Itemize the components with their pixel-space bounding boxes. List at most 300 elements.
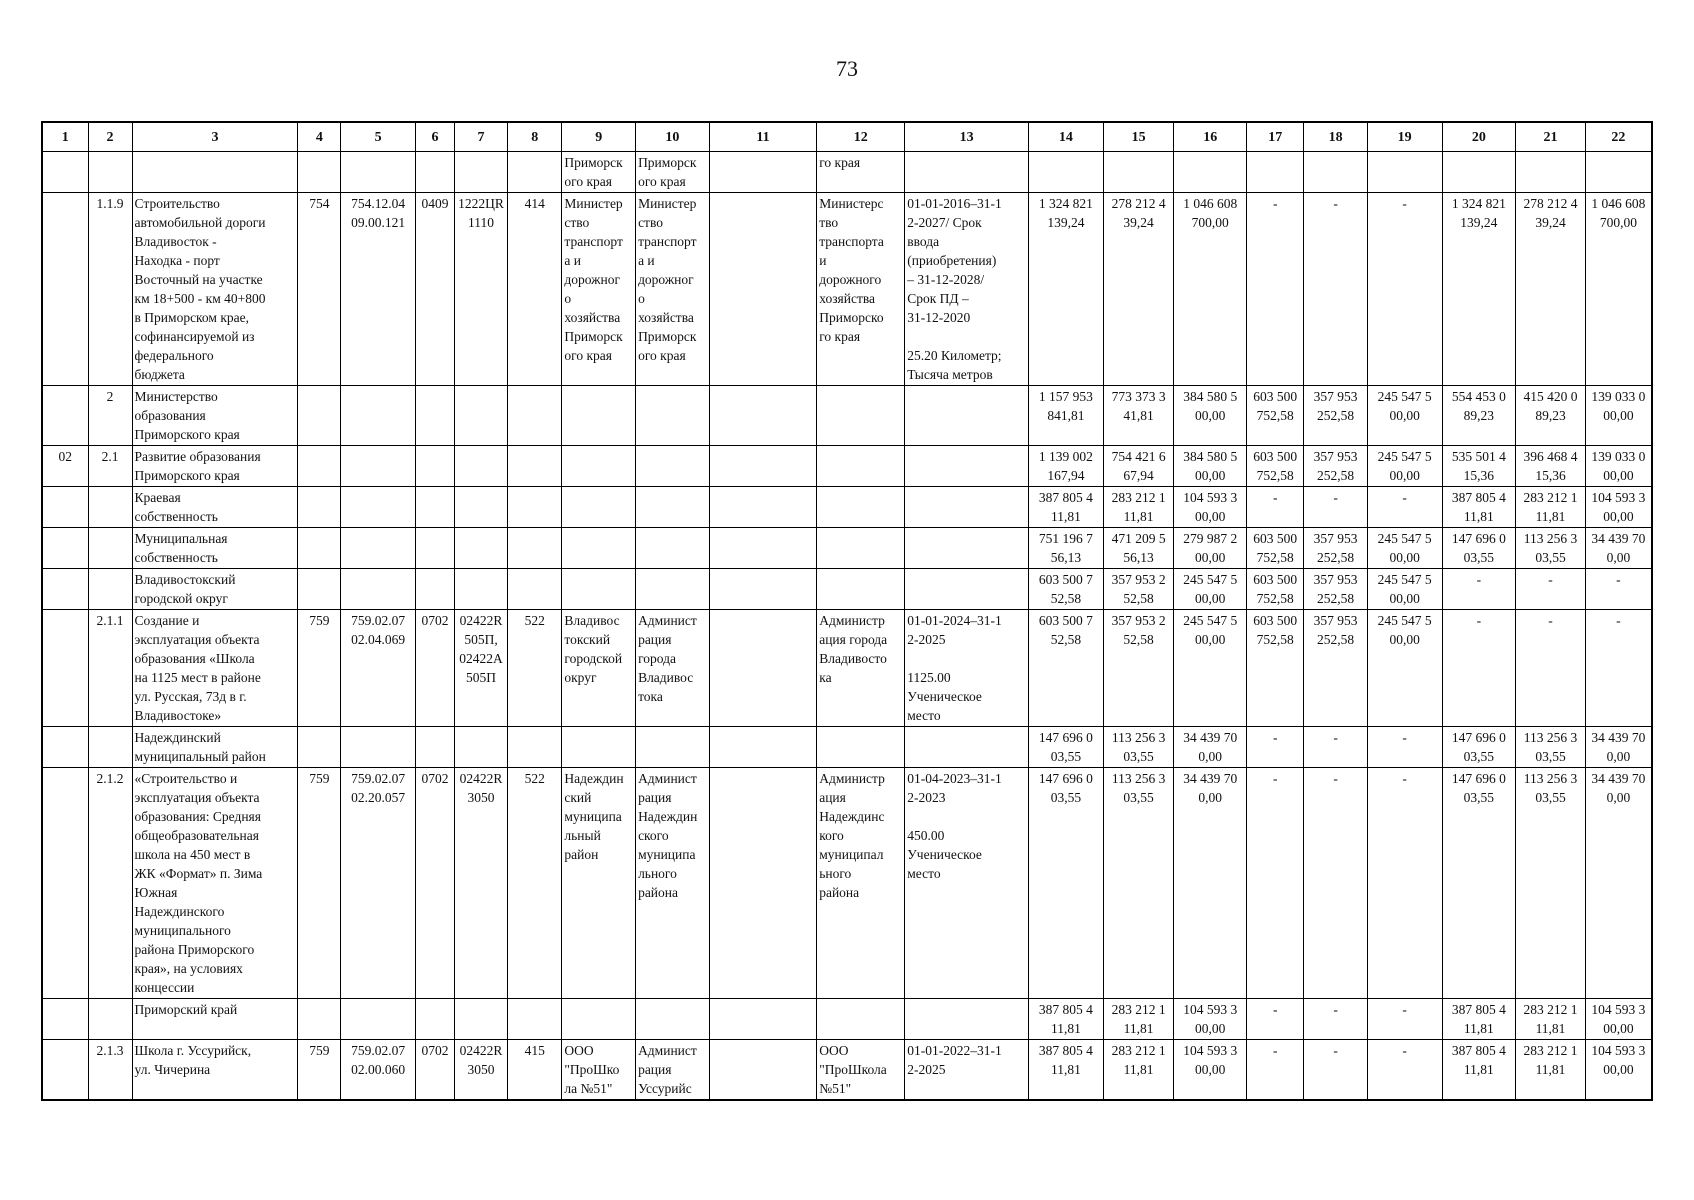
table-cell-col-18: 357 953 252,58: [1304, 446, 1367, 487]
table-cell-col-5: [341, 487, 416, 528]
table-cell-col-5: 759.02.07 02.00.060: [341, 1040, 416, 1101]
table-cell-col-18: -: [1304, 193, 1367, 386]
table-cell-col-4: [298, 487, 341, 528]
table-cell-col-1: 02: [42, 446, 88, 487]
table-cell-col-3: Владивостокский городской округ: [132, 569, 298, 610]
table-cell-col-10: [636, 528, 710, 569]
table-row: [42, 193, 1652, 386]
table-cell-col-16: 245 547 5 00,00: [1174, 610, 1247, 727]
table-cell-col-17: -: [1247, 727, 1304, 768]
table-cell-col-8: [508, 999, 562, 1040]
table-cell-col-11: [709, 768, 816, 999]
table-cell-col-2: [88, 152, 132, 193]
table-cell-col-12: Администр ация города Владивосто ка: [817, 610, 905, 727]
table-row: [42, 999, 1652, 1040]
table-cell-col-10: [636, 569, 710, 610]
table-cell-col-12: [817, 528, 905, 569]
table-cell-col-22: 104 593 3 00,00: [1585, 999, 1652, 1040]
table-cell-col-21: 113 256 3 03,55: [1516, 528, 1586, 569]
table-cell-col-11: [709, 193, 816, 386]
table-cell-col-15: 357 953 2 52,58: [1103, 610, 1174, 727]
table-cell-col-15: 773 373 3 41,81: [1103, 386, 1174, 446]
table-cell-col-6: [416, 999, 455, 1040]
table-cell-col-18: -: [1304, 487, 1367, 528]
table-cell-col-7: [454, 487, 507, 528]
table-cell-col-5: 759.02.07 02.20.057: [341, 768, 416, 999]
table-cell-col-20: -: [1442, 569, 1516, 610]
table-cell-col-16: 104 593 3 00,00: [1174, 487, 1247, 528]
table-cell-col-4: [298, 386, 341, 446]
table-cell-col-20: 387 805 4 11,81: [1442, 999, 1516, 1040]
table-cell-col-5: [341, 999, 416, 1040]
table-cell-col-19: -: [1367, 727, 1442, 768]
table-cell-col-8: [508, 727, 562, 768]
column-header-13: 13: [905, 122, 1029, 152]
table-cell-col-22: 139 033 0 00,00: [1585, 446, 1652, 487]
table-cell-col-7: 02422R 3050: [454, 1040, 507, 1101]
table-cell-col-4: [298, 727, 341, 768]
table-cell-col-21: 283 212 1 11,81: [1516, 999, 1586, 1040]
table-cell-col-1: [42, 999, 88, 1040]
table-cell-col-2: 2: [88, 386, 132, 446]
table-cell-col-5: [341, 386, 416, 446]
table-cell-col-7: 02422R 3050: [454, 768, 507, 999]
table-cell-col-10: [636, 727, 710, 768]
table-cell-col-1: [42, 193, 88, 386]
table-cell-col-6: [416, 528, 455, 569]
table-cell-col-4: 759: [298, 1040, 341, 1101]
table-cell-col-17: 603 500 752,58: [1247, 569, 1304, 610]
table-cell-col-3: Краевая собственность: [132, 487, 298, 528]
column-header-6: 6: [416, 122, 455, 152]
budget-table: [41, 121, 1653, 1101]
table-cell-col-5: 759.02.07 02.04.069: [341, 610, 416, 727]
table-cell-col-13: 01-01-2024–31-1 2-2025 1125.00 Ученическое место: [905, 610, 1029, 727]
column-header-9: 9: [562, 122, 636, 152]
table-row: [42, 1040, 1652, 1101]
table-cell-col-18: -: [1304, 999, 1367, 1040]
table-cell-col-3: [132, 152, 298, 193]
page-number: 73: [836, 56, 858, 81]
column-header-15: 15: [1103, 122, 1174, 152]
table-cell-col-17: 603 500 752,58: [1247, 610, 1304, 727]
table-cell-col-18: 357 953 252,58: [1304, 386, 1367, 446]
table-cell-col-22: 104 593 3 00,00: [1585, 1040, 1652, 1101]
column-header-12: 12: [817, 122, 905, 152]
table-cell-col-21: 113 256 3 03,55: [1516, 727, 1586, 768]
column-header-22: 22: [1585, 122, 1652, 152]
table-cell-col-19: 245 547 5 00,00: [1367, 446, 1442, 487]
table-cell-col-15: 471 209 5 56,13: [1103, 528, 1174, 569]
table-cell-col-2: 2.1.1: [88, 610, 132, 727]
table-cell-col-6: [416, 487, 455, 528]
table-cell-col-7: [454, 569, 507, 610]
table-cell-col-3: Надеждинский муниципальный район: [132, 727, 298, 768]
table-cell-col-9: [562, 569, 636, 610]
table-cell-col-21: 283 212 1 11,81: [1516, 1040, 1586, 1101]
table-cell-col-22: -: [1585, 610, 1652, 727]
column-header-4: 4: [298, 122, 341, 152]
table-cell-col-7: 1222ЦR 1110: [454, 193, 507, 386]
table-cell-col-16: 384 580 5 00,00: [1174, 446, 1247, 487]
table-cell-col-12: [817, 569, 905, 610]
table-cell-col-14: 1 139 002 167,94: [1029, 446, 1104, 487]
table-cell-col-22: 1 046 608 700,00: [1585, 193, 1652, 386]
table-cell-col-10: Приморск ого края: [636, 152, 710, 193]
table-cell-col-4: 754: [298, 193, 341, 386]
table-cell-col-10: Админист рация Уссурийс: [636, 1040, 710, 1101]
table-cell-col-18: 357 953 252,58: [1304, 569, 1367, 610]
table-cell-col-2: [88, 727, 132, 768]
table-cell-col-1: [42, 569, 88, 610]
table-cell-col-2: [88, 528, 132, 569]
table-cell-col-3: Строительство автомобильной дороги Владивосток - Находка - порт Восточный на участке км 18+500 - км 40+800 в Приморском крае, софинансируемой из федерального бюджета: [132, 193, 298, 386]
table-cell-col-21: 415 420 0 89,23: [1516, 386, 1586, 446]
table-row: [42, 569, 1652, 610]
column-header-14: 14: [1029, 122, 1104, 152]
table-cell-col-20: [1442, 152, 1516, 193]
table-cell-col-16: 245 547 5 00,00: [1174, 569, 1247, 610]
table-cell-col-6: [416, 569, 455, 610]
table-cell-col-1: [42, 152, 88, 193]
table-cell-col-22: 34 439 70 0,00: [1585, 528, 1652, 569]
table-cell-col-8: 415: [508, 1040, 562, 1101]
table-cell-col-13: [905, 569, 1029, 610]
table-cell-col-8: 522: [508, 768, 562, 999]
table-cell-col-14: 387 805 4 11,81: [1029, 999, 1104, 1040]
table-cell-col-15: 283 212 1 11,81: [1103, 1040, 1174, 1101]
table-cell-col-4: [298, 152, 341, 193]
table-cell-col-10: [636, 487, 710, 528]
table-cell-col-7: [454, 152, 507, 193]
table-cell-col-21: 113 256 3 03,55: [1516, 768, 1586, 999]
table-cell-col-13: [905, 727, 1029, 768]
table-cell-col-15: 283 212 1 11,81: [1103, 487, 1174, 528]
table-cell-col-17: -: [1247, 999, 1304, 1040]
table-row: [42, 727, 1652, 768]
column-header-8: 8: [508, 122, 562, 152]
table-cell-col-5: [341, 569, 416, 610]
table-cell-col-14: 751 196 7 56,13: [1029, 528, 1104, 569]
table-cell-col-3: Министерство образования Приморского края: [132, 386, 298, 446]
table-cell-col-20: 554 453 0 89,23: [1442, 386, 1516, 446]
table-cell-col-18: -: [1304, 768, 1367, 999]
table-cell-col-21: 283 212 1 11,81: [1516, 487, 1586, 528]
table-cell-col-15: 278 212 4 39,24: [1103, 193, 1174, 386]
column-header-10: 10: [636, 122, 710, 152]
table-cell-col-15: 113 256 3 03,55: [1103, 727, 1174, 768]
table-cell-col-11: [709, 569, 816, 610]
column-header-3: 3: [132, 122, 298, 152]
table-cell-col-11: [709, 610, 816, 727]
table-cell-col-1: [42, 610, 88, 727]
table-cell-col-14: 387 805 4 11,81: [1029, 1040, 1104, 1101]
table-cell-col-20: 1 324 821 139,24: [1442, 193, 1516, 386]
table-cell-col-9: ООО "ПроШко ла №51": [562, 1040, 636, 1101]
table-row: [42, 528, 1652, 569]
table-cell-col-22: 104 593 3 00,00: [1585, 487, 1652, 528]
table-cell-col-20: 147 696 0 03,55: [1442, 727, 1516, 768]
column-header-2: 2: [88, 122, 132, 152]
table-cell-col-14: 603 500 7 52,58: [1029, 569, 1104, 610]
table-cell-col-17: 603 500 752,58: [1247, 446, 1304, 487]
table-cell-col-2: [88, 487, 132, 528]
table-cell-col-9: [562, 999, 636, 1040]
table-cell-col-21: [1516, 152, 1586, 193]
table-cell-col-14: 147 696 0 03,55: [1029, 727, 1104, 768]
table-cell-col-16: 279 987 2 00,00: [1174, 528, 1247, 569]
table-cell-col-12: ООО "ПроШкола №51": [817, 1040, 905, 1101]
table-cell-col-12: [817, 999, 905, 1040]
table-cell-col-4: 759: [298, 610, 341, 727]
table-cell-col-1: [42, 727, 88, 768]
table-cell-col-15: 357 953 2 52,58: [1103, 569, 1174, 610]
table-cell-col-22: 34 439 70 0,00: [1585, 727, 1652, 768]
table-cell-col-2: [88, 569, 132, 610]
column-header-1: 1: [42, 122, 88, 152]
table-cell-col-20: 535 501 4 15,36: [1442, 446, 1516, 487]
table-row: [42, 487, 1652, 528]
table-cell-col-9: Министер ство транспорт а и дорожног о хозяйства Приморск ого края: [562, 193, 636, 386]
table-cell-col-9: [562, 528, 636, 569]
table-cell-col-11: [709, 386, 816, 446]
table-cell-col-12: [817, 446, 905, 487]
table-cell-col-5: [341, 727, 416, 768]
table-cell-col-8: [508, 528, 562, 569]
table-cell-col-12: [817, 386, 905, 446]
column-header-11: 11: [709, 122, 816, 152]
table-cell-col-17: -: [1247, 768, 1304, 999]
table-cell-col-1: [42, 1040, 88, 1101]
table-cell-col-3: «Строительство и эксплуатация объекта образования: Средняя общеобразовательная школа на 450 мест в ЖК «Формат» п. Зима Южная Надеждинского муниципального района Приморского края», на условиях концессии: [132, 768, 298, 999]
table-cell-col-7: [454, 386, 507, 446]
table-cell-col-13: [905, 386, 1029, 446]
table-cell-col-9: Надеждин ский муниципа льный район: [562, 768, 636, 999]
table-cell-col-14: [1029, 152, 1104, 193]
table-cell-col-15: 283 212 1 11,81: [1103, 999, 1174, 1040]
table-cell-col-19: 245 547 5 00,00: [1367, 386, 1442, 446]
table-cell-col-14: 387 805 4 11,81: [1029, 487, 1104, 528]
table-cell-col-19: 245 547 5 00,00: [1367, 569, 1442, 610]
table-cell-col-16: [1174, 152, 1247, 193]
table-cell-col-10: [636, 386, 710, 446]
table-cell-col-4: [298, 569, 341, 610]
table-cell-col-7: [454, 528, 507, 569]
table-cell-col-2: 2.1: [88, 446, 132, 487]
table-cell-col-8: [508, 446, 562, 487]
table-cell-col-19: -: [1367, 999, 1442, 1040]
table-cell-col-14: 603 500 7 52,58: [1029, 610, 1104, 727]
table-cell-col-9: [562, 727, 636, 768]
table-cell-col-22: -: [1585, 569, 1652, 610]
table-cell-col-13: 01-01-2022–31-1 2-2025: [905, 1040, 1029, 1101]
table-cell-col-4: [298, 528, 341, 569]
column-header-5: 5: [341, 122, 416, 152]
table-cell-col-18: [1304, 152, 1367, 193]
table-cell-col-4: 759: [298, 768, 341, 999]
table-cell-col-1: [42, 528, 88, 569]
column-header-18: 18: [1304, 122, 1367, 152]
table-cell-col-22: [1585, 152, 1652, 193]
table-cell-col-13: 01-04-2023–31-1 2-2023 450.00 Ученическое место: [905, 768, 1029, 999]
table-cell-col-2: 1.1.9: [88, 193, 132, 386]
table-cell-col-20: -: [1442, 610, 1516, 727]
table-cell-col-9: [562, 386, 636, 446]
table-cell-col-12: го края: [817, 152, 905, 193]
table-cell-col-7: [454, 446, 507, 487]
table-cell-col-3: Приморский край: [132, 999, 298, 1040]
table-row: [42, 768, 1652, 999]
table-cell-col-14: 1 157 953 841,81: [1029, 386, 1104, 446]
table-cell-col-17: -: [1247, 1040, 1304, 1101]
table-cell-col-8: [508, 569, 562, 610]
table-cell-col-3: Развитие образования Приморского края: [132, 446, 298, 487]
table-cell-col-17: 603 500 752,58: [1247, 386, 1304, 446]
table-cell-col-11: [709, 1040, 816, 1101]
table-cell-col-16: 384 580 5 00,00: [1174, 386, 1247, 446]
table-cell-col-15: 754 421 6 67,94: [1103, 446, 1174, 487]
table-cell-col-6: [416, 446, 455, 487]
table-cell-col-10: Министер ство транспорт а и дорожног о хозяйства Приморск ого края: [636, 193, 710, 386]
table-cell-col-5: [341, 446, 416, 487]
table-cell-col-17: -: [1247, 487, 1304, 528]
table-cell-col-20: 147 696 0 03,55: [1442, 528, 1516, 569]
table-cell-col-12: [817, 487, 905, 528]
table-cell-col-10: Админист рация Надеждин ского муниципа льного района: [636, 768, 710, 999]
table-cell-col-19: 245 547 5 00,00: [1367, 610, 1442, 727]
table-cell-col-22: 34 439 70 0,00: [1585, 768, 1652, 999]
column-header-16: 16: [1174, 122, 1247, 152]
table-cell-col-8: [508, 487, 562, 528]
table-cell-col-18: 357 953 252,58: [1304, 610, 1367, 727]
table-cell-col-9: Владивос токский городской округ: [562, 610, 636, 727]
table-cell-col-21: 396 468 4 15,36: [1516, 446, 1586, 487]
table-cell-col-21: -: [1516, 569, 1586, 610]
table-cell-col-13: [905, 528, 1029, 569]
table-cell-col-16: 1 046 608 700,00: [1174, 193, 1247, 386]
table-cell-col-17: [1247, 152, 1304, 193]
table-cell-col-1: [42, 386, 88, 446]
table-cell-col-20: 387 805 4 11,81: [1442, 487, 1516, 528]
table-cell-col-18: -: [1304, 1040, 1367, 1101]
table-cell-col-12: [817, 727, 905, 768]
table-cell-col-6: 0702: [416, 610, 455, 727]
table-cell-col-13: 01-01-2016–31-1 2-2027/ Срок ввода (приобретения) – 31-12-2028/ Срок ПД – 31-12-2020 25.20 Километр; Тысяча метров: [905, 193, 1029, 386]
table-row: [42, 610, 1652, 727]
table-cell-col-7: [454, 727, 507, 768]
table-cell-col-11: [709, 446, 816, 487]
table-cell-col-5: [341, 152, 416, 193]
table-cell-col-16: 104 593 3 00,00: [1174, 1040, 1247, 1101]
table-cell-col-18: 357 953 252,58: [1304, 528, 1367, 569]
table-cell-col-8: 414: [508, 193, 562, 386]
table-cell-col-8: [508, 386, 562, 446]
table-cell-col-2: 2.1.3: [88, 1040, 132, 1101]
table-cell-col-11: [709, 152, 816, 193]
table-cell-col-21: -: [1516, 610, 1586, 727]
table-cell-col-11: [709, 727, 816, 768]
table-cell-col-19: 245 547 5 00,00: [1367, 528, 1442, 569]
table-cell-col-11: [709, 487, 816, 528]
table-cell-col-1: [42, 768, 88, 999]
table-cell-col-14: 1 324 821 139,24: [1029, 193, 1104, 386]
table-cell-col-14: 147 696 0 03,55: [1029, 768, 1104, 999]
table-row: [42, 446, 1652, 487]
column-header-21: 21: [1516, 122, 1586, 152]
table-cell-col-8: [508, 152, 562, 193]
table-cell-col-4: [298, 446, 341, 487]
column-header-7: 7: [454, 122, 507, 152]
table-cell-col-6: [416, 386, 455, 446]
table-cell-col-9: Приморск ого края: [562, 152, 636, 193]
column-header-17: 17: [1247, 122, 1304, 152]
table-cell-col-9: [562, 446, 636, 487]
table-cell-col-7: [454, 999, 507, 1040]
table-cell-col-19: -: [1367, 487, 1442, 528]
table-cell-col-9: [562, 487, 636, 528]
column-header-20: 20: [1442, 122, 1516, 152]
table-cell-col-6: 0702: [416, 768, 455, 999]
table-cell-col-16: 104 593 3 00,00: [1174, 999, 1247, 1040]
table-cell-col-19: -: [1367, 768, 1442, 999]
table-cell-col-10: [636, 446, 710, 487]
table-cell-col-12: Администр ация Надеждинс кого муниципал ьного района: [817, 768, 905, 999]
table-cell-col-19: -: [1367, 1040, 1442, 1101]
table-cell-col-10: [636, 999, 710, 1040]
table-cell-col-13: [905, 487, 1029, 528]
table-cell-col-12: Министерс тво транспорта и дорожного хозяйства Приморско го края: [817, 193, 905, 386]
table-header-row: [42, 122, 1652, 152]
table-cell-col-15: [1103, 152, 1174, 193]
table-cell-col-20: 147 696 0 03,55: [1442, 768, 1516, 999]
table-cell-col-16: 34 439 70 0,00: [1174, 768, 1247, 999]
table-cell-col-5: 754.12.04 09.00.121: [341, 193, 416, 386]
table-row: [42, 152, 1652, 193]
table-cell-col-13: [905, 999, 1029, 1040]
table-cell-col-6: 0702: [416, 1040, 455, 1101]
table-cell-col-6: [416, 152, 455, 193]
table-cell-col-10: Админист рация города Владивос тока: [636, 610, 710, 727]
table-cell-col-13: [905, 152, 1029, 193]
table-cell-col-7: 02422R 505П, 02422А 505П: [454, 610, 507, 727]
table-cell-col-2: 2.1.2: [88, 768, 132, 999]
table-cell-col-20: 387 805 4 11,81: [1442, 1040, 1516, 1101]
table-cell-col-19: -: [1367, 193, 1442, 386]
table-cell-col-17: 603 500 752,58: [1247, 528, 1304, 569]
table-cell-col-4: [298, 999, 341, 1040]
table-cell-col-2: [88, 999, 132, 1040]
table-cell-col-5: [341, 528, 416, 569]
table-cell-col-22: 139 033 0 00,00: [1585, 386, 1652, 446]
table-cell-col-8: 522: [508, 610, 562, 727]
table-cell-col-3: Создание и эксплуатация объекта образования «Школа на 1125 мест в районе ул. Русская, 73д в г. Владивостоке»: [132, 610, 298, 727]
table-cell-col-19: [1367, 152, 1442, 193]
table-cell-col-16: 34 439 70 0,00: [1174, 727, 1247, 768]
table-cell-col-18: -: [1304, 727, 1367, 768]
table-cell-col-21: 278 212 4 39,24: [1516, 193, 1586, 386]
table-cell-col-3: Школа г. Уссурийск, ул. Чичерина: [132, 1040, 298, 1101]
column-header-19: 19: [1367, 122, 1442, 152]
table-cell-col-1: [42, 487, 88, 528]
table-cell-col-11: [709, 528, 816, 569]
table-row: [42, 386, 1652, 446]
table-cell-col-6: 0409: [416, 193, 455, 386]
table-cell-col-6: [416, 727, 455, 768]
table-cell-col-11: [709, 999, 816, 1040]
table-cell-col-17: -: [1247, 193, 1304, 386]
table-cell-col-13: [905, 446, 1029, 487]
table-cell-col-3: Муниципальная собственность: [132, 528, 298, 569]
